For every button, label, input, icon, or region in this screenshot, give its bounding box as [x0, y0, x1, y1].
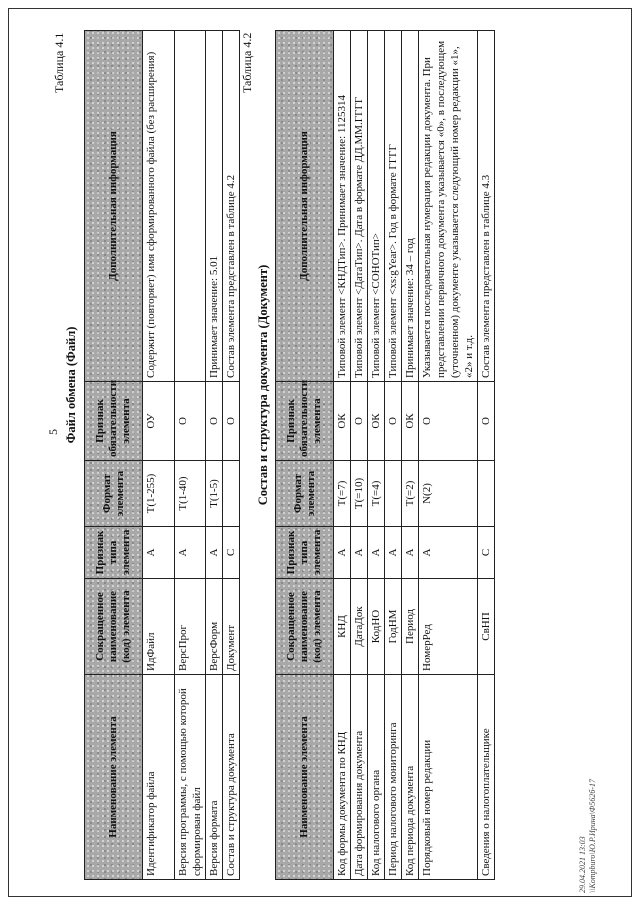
cell: Принимает значение: 34 – год [402, 31, 419, 382]
cell: Типовой элемент <xs:gYear>. Год в формате ГГГГ [385, 31, 402, 382]
footer-path: \\Kompburo\Ю.Р.Ирина\Ф562б-17 [588, 778, 597, 893]
cell: С [478, 527, 495, 579]
cell: Период [402, 579, 419, 675]
cell: ГодНМ [385, 579, 402, 675]
cell: ОК [402, 382, 419, 461]
table-row [478, 31, 495, 880]
cell: N(2) [419, 461, 478, 527]
table1-label: Таблица 4.1 [52, 32, 66, 93]
cell: Версия формата [206, 675, 223, 880]
page-number: 5 [46, 429, 60, 435]
cell: А [368, 527, 385, 579]
cell: Период налогового мониторинга [385, 675, 402, 880]
cell [223, 461, 240, 527]
t1-col-name: Наименование элемента [85, 675, 143, 880]
cell: Код формы документа по КНД [334, 675, 351, 880]
t2-col-format: Формат элемента [276, 461, 334, 527]
table-row [223, 31, 240, 880]
cell: О [419, 382, 478, 461]
cell: Т(1-255) [143, 461, 175, 527]
cell: Типовой элемент <КНДТип>. Принимает значение: 1125314 [334, 31, 351, 382]
cell: А [385, 527, 402, 579]
cell: ИдФайл [143, 579, 175, 675]
cell: О [223, 382, 240, 461]
t2-col-required: Признак обязательности элемента [276, 382, 334, 461]
table-row [351, 31, 368, 880]
cell: С [223, 527, 240, 579]
table1-title: Файл обмена (Файл) [64, 326, 78, 444]
table-row [143, 31, 175, 880]
cell: Состав и структура документа [223, 675, 240, 880]
cell: Т(=7) [334, 461, 351, 527]
t1-col-info: Дополнительная информация [85, 31, 143, 382]
table2-label: Таблица 4.2 [240, 32, 254, 93]
cell: О [175, 382, 206, 461]
footer-stamp [578, 779, 598, 893]
table-row [419, 31, 478, 880]
t2-col-type: Признак типа элемента [276, 527, 334, 579]
table2-title: Состав и структура документа (Документ) [256, 264, 270, 506]
t2-col-info: Дополнительная информация [276, 31, 334, 382]
cell: Т(1-40) [175, 461, 206, 527]
cell: Принимает значение: 5.01 [206, 31, 223, 382]
cell: А [143, 527, 175, 579]
table-row [206, 31, 223, 880]
cell: Сведения о налогоплательщике [478, 675, 495, 880]
footer-date: 29.04.2021 13:03 [578, 836, 587, 893]
cell: ОК [334, 382, 351, 461]
cell [175, 31, 206, 382]
cell: Версия программы, с помощью которой сформирован файл [175, 675, 206, 880]
cell: А [419, 527, 478, 579]
cell: А [175, 527, 206, 579]
cell: Т(=4) [368, 461, 385, 527]
table-row [368, 31, 385, 880]
cell: Указывается последовательная нумерация редакции документа. При представлении первичного документа указывается «0», в последующем (уточненном) документе указывается следующий номер редакции «1», «2» и т.д. [419, 31, 478, 382]
cell: Типовой элемент <ДатаТип>. Дата в формате ДД.ММ.ГГГГ [351, 31, 368, 382]
cell: О [206, 382, 223, 461]
table1-header-row [85, 31, 143, 880]
cell: Код налогового органа [368, 675, 385, 880]
t1-col-code: Сокращенное наименование (код) элемента [85, 579, 143, 675]
cell: А [402, 527, 419, 579]
t1-col-required: Признак обязательности элемента [85, 382, 143, 461]
table-row [334, 31, 351, 880]
cell [478, 461, 495, 527]
table-row [385, 31, 402, 880]
cell: А [334, 527, 351, 579]
cell: Т(=10) [351, 461, 368, 527]
cell: Содержит (повторяет) имя сформированного файла (без расширения) [143, 31, 175, 382]
cell: Состав элемента представлен в таблице 4.3 [478, 31, 495, 382]
t1-col-type: Признак типа элемента [85, 527, 143, 579]
cell: ВерсФорм [206, 579, 223, 675]
cell: Порядковый номер редакции [419, 675, 478, 880]
cell: О [351, 382, 368, 461]
cell: Типовой элемент <СОНОТип> [368, 31, 385, 382]
t2-col-name: Наименование элемента [276, 675, 334, 880]
table1 [84, 30, 240, 880]
cell: ОК [368, 382, 385, 461]
t1-col-format: Формат элемента [85, 461, 143, 527]
cell: А [351, 527, 368, 579]
cell: О [385, 382, 402, 461]
cell: ОУ [143, 382, 175, 461]
cell: Документ [223, 579, 240, 675]
cell [385, 461, 402, 527]
cell: О [478, 382, 495, 461]
cell: Т(=2) [402, 461, 419, 527]
cell: Дата формирования документа [351, 675, 368, 880]
table2-header-row [276, 31, 334, 880]
cell: СвНП [478, 579, 495, 675]
cell: ВерсПрог [175, 579, 206, 675]
cell: НомерРед [419, 579, 478, 675]
cell: Состав элемента представлен в таблице 4.2 [223, 31, 240, 382]
table-row [175, 31, 206, 880]
cell: А [206, 527, 223, 579]
cell: Код периода документа [402, 675, 419, 880]
table2 [275, 30, 495, 880]
cell: КНД [334, 579, 351, 675]
table-row [402, 31, 419, 880]
cell: ДатаДок [351, 579, 368, 675]
cell: КодНО [368, 579, 385, 675]
cell: Идентификатор файла [143, 675, 175, 880]
cell: Т(1-5) [206, 461, 223, 527]
t2-col-code: Сокращенное наименование (код) элемента [276, 579, 334, 675]
